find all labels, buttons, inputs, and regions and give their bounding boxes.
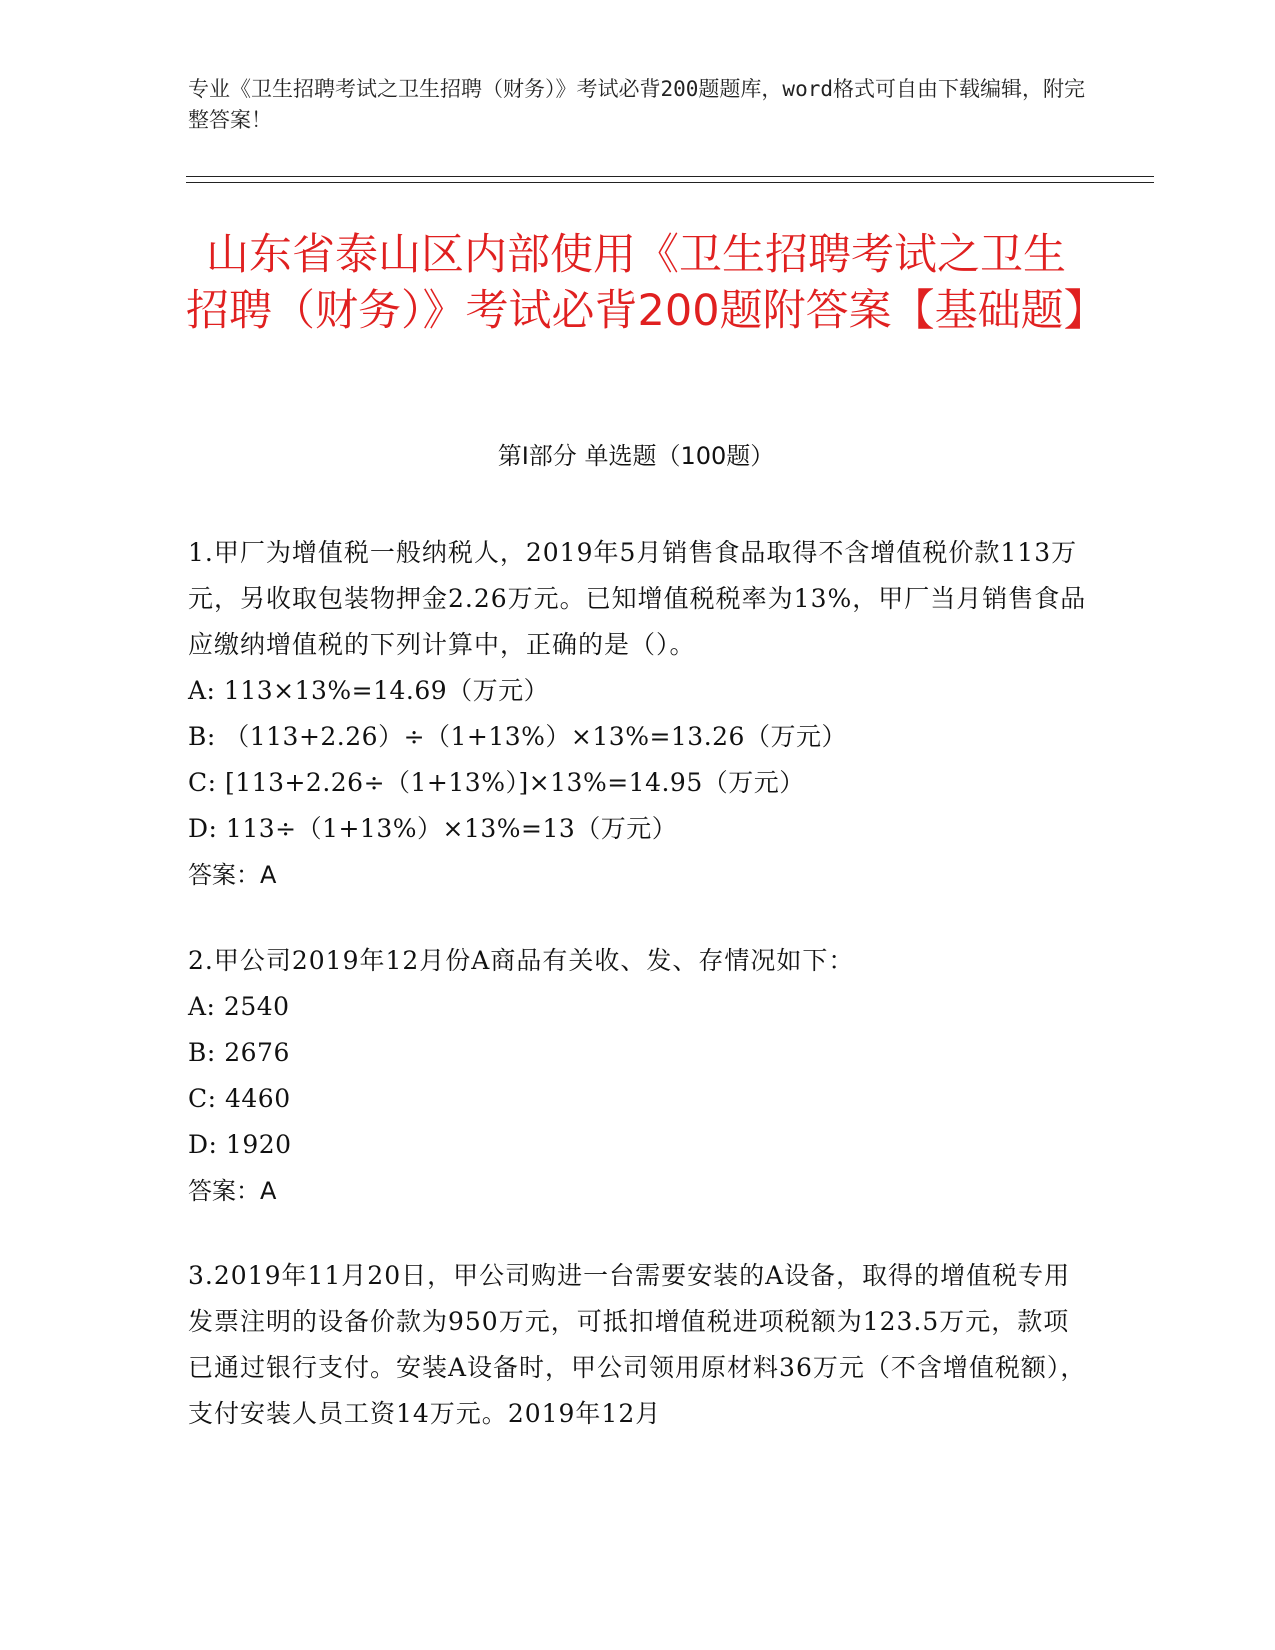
option-c: C: [113+2.26÷（1+13%）]×13%=14.95（万元） <box>188 768 805 797</box>
question-stem: 2.甲公司2019年12月份A商品有关收、发、存情况如下： <box>188 946 855 975</box>
header-note: 专业《卫生招聘考试之卫生招聘（财务）》考试必背200题题库，word格式可自由下载编辑，附完整答案！ <box>188 77 1085 132</box>
header-divider-top <box>186 176 1154 177</box>
answer: 答案：A <box>188 1177 277 1205</box>
option-b: B: 2676 <box>188 1038 290 1067</box>
question-2 <box>188 938 1088 1214</box>
document-title: 山东省泰山区内部使用《卫生招聘考试之卫生招聘（财务）》考试必背200题附答案【基础题】 <box>186 230 1107 336</box>
option-a: A: 2540 <box>188 992 290 1021</box>
question-stem: 3.2019年11月20日，甲公司购进一台需要安装的A设备，取得的增值税专用发票注明的设备价款为950万元，可抵扣增值税进项税额为123.5万元，款项已通过银行支付。安装A设备时，甲公司领用原材料36万元（不含增值税额），支付安装人员工资14万元。2019年12月 <box>188 1261 1087 1428</box>
header-divider-bottom <box>186 182 1154 183</box>
question-3 <box>188 1253 1088 1437</box>
question-1 <box>188 530 1088 898</box>
option-a: A: 113×13%=14.69（万元） <box>188 676 550 705</box>
answer: 答案：A <box>188 861 277 889</box>
option-d: D: 1920 <box>188 1130 292 1159</box>
option-c: C: 4460 <box>188 1084 291 1113</box>
question-stem: 1.甲厂为增值税一般纳税人，2019年5月销售食品取得不含增值税价款113万元，另收取包装物押金2.26万元。已知增值税税率为13%，甲厂当月销售食品应缴纳增值税的下列计算中，正确的是（）。 <box>188 538 1087 659</box>
section-heading: 第Ⅰ部分 单选题（100题） <box>497 442 775 470</box>
option-b: B: （113+2.26）÷（1+13%）×13%=13.26（万元） <box>188 722 847 751</box>
option-d: D: 113÷（1+13%）×13%=13（万元） <box>188 814 678 843</box>
